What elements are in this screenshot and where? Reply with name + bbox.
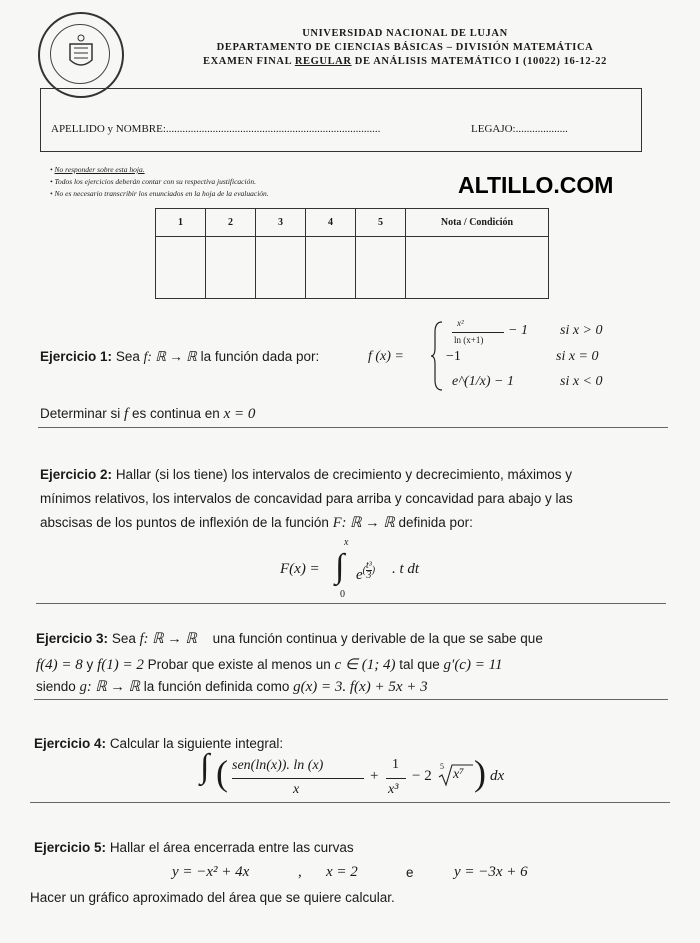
altillo-watermark: ALTILLO.COM — [458, 172, 614, 198]
apellido-label: APELLIDO y NOMBRE: — [51, 123, 166, 135]
instruction-2: • Todos los ejercicios deberán contar con su respectiva justificación. — [50, 177, 256, 186]
seal-emblem-icon — [40, 14, 122, 96]
ej3-gprime: g′(c) = 11 — [443, 657, 503, 673]
ej3-f1: f(1) = 2 — [97, 657, 144, 673]
ej5-intro — [34, 840, 354, 855]
ej3-f4: f(4) = 8 — [36, 657, 83, 673]
ej1-case3: e^(1/x) − 1 — [452, 374, 514, 389]
grade-cell-5 — [356, 237, 406, 299]
apellido-field — [51, 123, 380, 135]
ej2-line3-a: abscisas de los puntos de inflexión de la función — [40, 515, 329, 530]
grade-header-4: 4 — [306, 209, 356, 237]
ej2-upper-limit: x — [344, 537, 349, 548]
ej1-case1-denominator: ln (x+1) — [454, 335, 484, 345]
ej1-case1-fraction-bar — [452, 332, 504, 333]
ej3-y: y — [86, 657, 94, 672]
ej2-line2: mínimos relativos, los intervalos de concavidad para arriba y concavidad para abajo y las — [40, 491, 573, 506]
grade-table — [155, 208, 549, 299]
apellido-blank: .............................................................................. — [165, 123, 381, 135]
ej1-question-point: x = 0 — [223, 406, 256, 422]
ej2-line1-text: Hallar (si los tiene) los intervalos de crecimiento y decrecimiento, máximos y — [115, 467, 572, 482]
instruction-1-text: No responder sobre esta hoja. — [54, 165, 145, 174]
divider-3 — [34, 699, 668, 700]
ej1-text-b: la función dada por: — [200, 349, 320, 364]
header-department: DEPARTAMENTO DE CIENCIAS BÁSICAS – DIVISIÓN MATEMÁTICA — [216, 42, 594, 53]
ej1-text-a: Sea — [115, 349, 140, 364]
header-exam — [130, 56, 680, 67]
ej3-line3-a: siendo — [36, 679, 76, 694]
ej4-left-paren: ( — [216, 753, 228, 793]
ej4-term1-bar — [232, 778, 364, 779]
ej1-map: f: ℝ → ℝ — [143, 349, 197, 364]
header-university: UNIVERSIDAD NACIONAL DE LUJAN — [302, 28, 508, 39]
divider-1 — [38, 427, 668, 428]
grade-header-2: 2 — [206, 209, 256, 237]
ej5-label: Ejercicio 5: — [34, 840, 107, 855]
ej2-line3 — [40, 515, 473, 532]
ej2-map: F: ℝ → ℝ — [332, 515, 395, 531]
legajo-blank: ................... — [515, 123, 568, 135]
ej2-exponential: $e^{( \frac{\text{t³}}{3} )}$ — [356, 560, 376, 583]
ej1-case2-condition: si x = 0 — [556, 349, 599, 364]
ej4-term2-denominator: x³ — [388, 782, 399, 797]
university-seal — [38, 12, 124, 98]
ej4-root-index: 5 — [440, 762, 444, 771]
divider-2 — [36, 603, 666, 604]
instruction-3-text: No es necesario transcribir los enunciados en la hoja de la evaluación. — [54, 189, 269, 198]
ej4-label: Ejercicio 4: — [34, 736, 107, 751]
ej1-question-f: f — [124, 406, 129, 422]
ej4-radicand: x⁷ — [453, 767, 465, 782]
ej1-case1-numerator: x² — [457, 318, 464, 328]
grade-cell-1 — [156, 237, 206, 299]
divider-4 — [30, 802, 670, 803]
instruction-3: • No es necesario transcribir los enunciados en la hoja de la evaluación. — [50, 189, 269, 198]
ej2-line3-b: definida por: — [398, 515, 473, 530]
ej4-plus: + — [370, 768, 379, 784]
ej4-term3-coef: − 2 — [412, 768, 432, 784]
ej1-intro — [40, 349, 319, 365]
ej1-question-b: es continua en — [131, 406, 220, 421]
grade-header-1: 1 — [156, 209, 206, 237]
grade-header-5: 5 — [356, 209, 406, 237]
ej2-line1 — [40, 467, 680, 482]
ej5-text: Hallar el área encerrada entre las curvas — [109, 840, 354, 855]
ej1-label: Ejercicio 1: — [40, 349, 113, 364]
ej2-lhs: F(x) = — [280, 561, 320, 577]
ej1-question-a: Determinar si — [40, 406, 121, 421]
ej4-integral-sign: ∫ — [200, 748, 210, 785]
student-info-box — [40, 88, 642, 152]
ej3-label: Ejercicio 3: — [36, 631, 109, 646]
ej4-term1-numerator: sen(ln(x)). ln (x) — [232, 758, 324, 773]
ej4-text: Calcular la siguiente integral: — [109, 736, 284, 751]
ej4-term2-bar — [386, 778, 406, 779]
ej4-term1-denominator: x — [293, 782, 300, 797]
ej3-line2-mid: Probar que existe al menos un — [147, 657, 331, 672]
ej2-label: Ejercicio 2: — [40, 467, 113, 482]
ej1-fx: f (x) = — [368, 349, 404, 364]
ej3-line2 — [36, 655, 502, 674]
ej3-line1-a: Sea — [111, 631, 136, 646]
ej3-line3-b: la función definida como — [143, 679, 290, 694]
ej5-curve-1: y = −x² + 4x — [172, 864, 250, 880]
ej5-conjunction: e — [406, 865, 414, 880]
instruction-2-text: Todos los ejercicios deberán contar con su respectiva justificación. — [54, 177, 256, 186]
header-exam-type: REGULAR — [294, 56, 352, 67]
ej5-curve-2: x = 2 — [326, 864, 358, 880]
instruction-1: • No responder sobre esta hoja. — [50, 165, 145, 174]
ej2-integrand-tail: . t dt — [392, 561, 420, 577]
ej4-term2-numerator: 1 — [392, 757, 399, 772]
ej1-case3-condition: si x < 0 — [560, 374, 603, 389]
ej1-case2: −1 — [446, 349, 461, 364]
grade-cell-nota — [406, 237, 549, 299]
grade-cell-3 — [256, 237, 306, 299]
ej1-case1-condition: si x > 0 — [560, 323, 603, 338]
ej1-case1-tail: − 1 — [508, 323, 528, 338]
ej3-line1 — [36, 631, 543, 648]
legajo-field — [471, 123, 568, 135]
ej3-c-interval: c ∈ (1; 4) — [334, 657, 396, 673]
ej3-map-g: g: ℝ → ℝ — [79, 679, 140, 695]
header-exam-pre: EXAMEN FINAL — [203, 56, 295, 67]
ej3-line1-b: una función continua y derivable de la que se sabe que — [212, 631, 543, 646]
grade-cell-4 — [306, 237, 356, 299]
ej1-brace — [430, 320, 444, 392]
ej4-dx: dx — [490, 768, 505, 784]
ej2-lower-limit: 0 — [340, 589, 345, 600]
ej4-right-paren: ) — [474, 753, 486, 793]
grade-cell-2 — [206, 237, 256, 299]
ej5-line2: Hacer un gráfico aproximado del área que se quiere calcular. — [30, 890, 395, 905]
header-exam-post: DE ANÁLISIS MATEMÁTICO I (10022) 16-12-22 — [351, 56, 607, 67]
legajo-label: LEGAJO: — [471, 123, 516, 135]
grade-header-3: 3 — [256, 209, 306, 237]
ej3-line3 — [36, 679, 428, 696]
ej3-map-f: f: ℝ → ℝ — [139, 631, 197, 647]
ej5-comma: , — [298, 864, 302, 880]
ej3-tal-que: tal que — [399, 657, 440, 672]
grade-header-nota: Nota / Condición — [406, 209, 549, 237]
ej5-curve-3: y = −3x + 6 — [454, 864, 528, 880]
ej2-integral-sign: ∫ — [335, 548, 345, 585]
ej3-gdef: g(x) = 3. f(x) + 5x + 3 — [293, 679, 428, 695]
ej1-question — [40, 406, 255, 423]
ej4-intro — [34, 736, 283, 751]
